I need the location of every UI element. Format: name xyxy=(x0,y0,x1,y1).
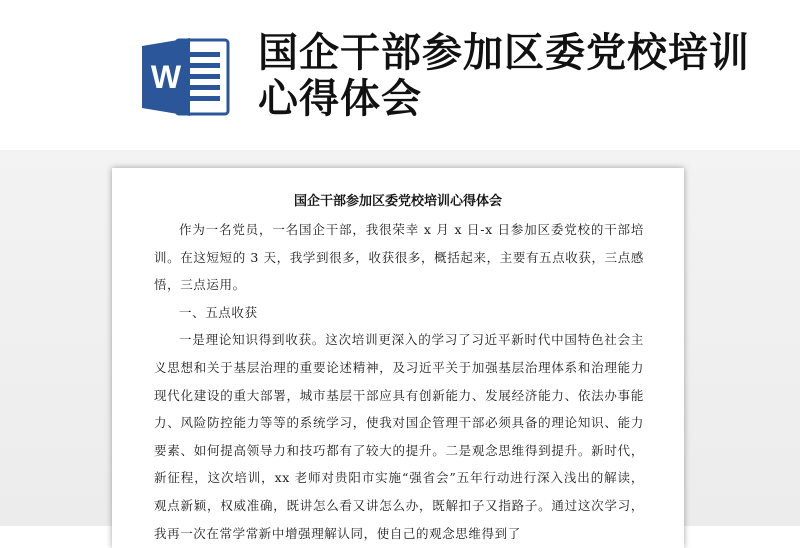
word-document-icon xyxy=(140,36,232,118)
document-body xyxy=(154,216,644,547)
header-banner xyxy=(0,0,800,160)
banner-title: 国企干部参加区委党校培训心得体会 xyxy=(258,30,750,122)
document-page xyxy=(112,168,684,548)
paragraph-intro: 作为一名党员，一名国企干部，我很荣幸 x 月 x 日-x 日参加区委党校的干部培训。在这短短的 3 天，我学到很多，收获很多，概括起来，主要有五点收获，三点感悟，三点运用。 xyxy=(154,222,644,293)
paragraph-gains: 一是理论知识得到收获。这次培训更深入的学习了习近平新时代中国特色社会主义思想和关于基层治理的重要论述精神，及习近平关于加强基层治理体系和治理能力现代化建设的重大部署，城市基层干部应具有创新能力、发展经济能力、依法办事能力、风险防控能力等等的系统学习，使我对国企管理干部必须具备的理论知识、能力要素、如何提高领导力和技巧都有了较大的提升。二是观念思维得到提升。新时代，新征程，这次培训，xx 老师对贵阳市实施“强省会”五年行动进行深入浅出的解读，观点新颖，权威准确，既讲怎么看又讲怎么办，既解扣子又指路子。通过这次学习，我再一次在常学常新中增强理解认同，使自己的观念思维得到了 xyxy=(154,332,644,541)
section-heading: 一、五点收获 xyxy=(179,304,258,320)
word-icon-letter: W xyxy=(150,59,182,95)
document-title: 国企干部参加区委党校培训心得体会 xyxy=(293,194,502,209)
